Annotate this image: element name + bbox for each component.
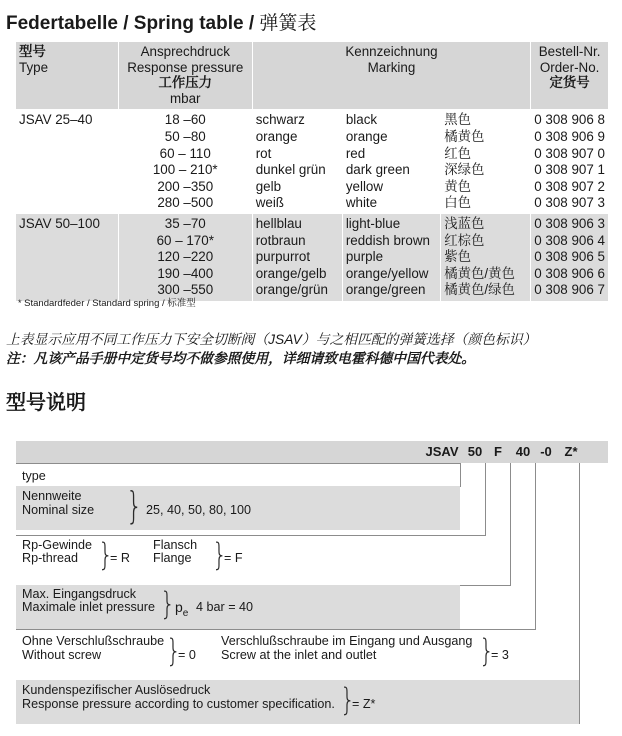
row-marking-en: yellow: [342, 178, 440, 195]
line-size-drop: [460, 463, 461, 487]
row-order-no: 0 308 907 0: [531, 145, 608, 162]
row-marking-en: dark green: [342, 161, 440, 178]
row-marking-de: schwarz: [252, 109, 342, 128]
row-pressure: 200 –350: [118, 178, 252, 195]
row-order-no: 0 308 907 1: [531, 161, 608, 178]
custom-pressure-code: = Z*: [352, 697, 376, 711]
code-segment-connection: F: [494, 444, 502, 459]
spring-table-title-cn: 弹簧表: [259, 13, 317, 34]
row-marking-en: light-blue: [342, 214, 440, 232]
line-screw-drop: [535, 463, 536, 629]
row-marking-en: purple: [342, 248, 440, 265]
brace-icon: }: [166, 632, 182, 669]
header-order: [531, 42, 608, 109]
rp-thread-en: Rp-thread: [22, 551, 79, 565]
row-marking-cn: 浅蓝色: [441, 214, 531, 232]
table-row: [16, 178, 608, 195]
row-order-no: 0 308 906 8: [531, 109, 608, 128]
code-segment-jsav: JSAV: [425, 444, 459, 459]
line-connection: [16, 535, 486, 536]
spring-table-title: [6, 8, 316, 35]
row-order-no: 0 308 906 9: [531, 128, 608, 145]
note-line-1: 上表显示应用不同工作压力下安全切断阀（JSAV）与之相匹配的弹簧选择（颜色标识）: [6, 332, 537, 347]
line-screw: [16, 629, 536, 630]
nominal-size-en: Nominal size: [22, 503, 95, 517]
row-marking-de: orange: [252, 128, 342, 145]
rp-thread-de: Rp-Gewinde: [22, 538, 92, 552]
row-marking-en: orange/yellow: [342, 265, 440, 282]
row-pressure: 35 –70: [118, 214, 252, 232]
code-segment-inlet-pressure: 40: [515, 444, 531, 459]
footnote-text-cn: 标准型: [167, 298, 196, 309]
with-screw-code: = 3: [491, 648, 509, 662]
custom-pressure-en: Response pressure according to customer specification.: [22, 697, 335, 711]
table-row: [16, 145, 608, 162]
row-pressure: 280 –500: [118, 194, 252, 214]
inlet-pressure-de: Max. Eingangsdruck: [22, 587, 137, 601]
inlet-pressure-symbol: [175, 600, 188, 621]
header-marking-en: Marking: [367, 59, 416, 75]
footnote-text: Standardfeder / Standard spring /: [21, 298, 165, 309]
footnote: [18, 295, 196, 309]
code-segment-custom: Z*: [564, 444, 578, 459]
pressure-symbol-subscript: e: [182, 607, 189, 619]
row-marking-de: rot: [252, 145, 342, 162]
row-marking-de: orange/grün: [252, 281, 342, 301]
row-marking-cn: 紫色: [441, 248, 531, 265]
note-line-2: 注：凡该产品手册中定货号均不做参照使用，详细请致电霍科德中国代表处。: [6, 351, 476, 366]
row-marking-cn: 红色: [441, 145, 531, 162]
row-marking-en: orange: [342, 128, 440, 145]
row-pressure: 60 – 170*: [118, 232, 252, 249]
header-pressure-de: Ansprechdruck: [140, 44, 230, 59]
row-marking-de: gelb: [252, 178, 342, 195]
header-order-de: Bestell-Nr.: [538, 44, 601, 59]
header-type: [16, 42, 118, 109]
nominal-size-de: Nennweite: [22, 489, 82, 503]
row-marking-de: dunkel grün: [252, 161, 342, 178]
row-order-no: 0 308 907 3: [531, 194, 608, 214]
row-marking-cn: 红棕色: [441, 232, 531, 249]
row-type: JSAV 50–100: [16, 214, 118, 232]
custom-pressure-de: Kundenspezifischer Auslösedruck: [22, 683, 211, 697]
row-order-no: 0 308 907 2: [531, 178, 608, 195]
row-order-no: 0 308 906 6: [531, 265, 608, 282]
row-marking-cn: 橘黄色: [441, 128, 531, 145]
spring-group-jsav-50-100: [16, 214, 608, 301]
spring-table-header-row: [16, 42, 608, 109]
table-row: [16, 248, 608, 265]
header-type-en: Type: [19, 59, 49, 75]
header-marking-de: Kennzeichnung: [345, 44, 438, 59]
line-inlet: [460, 585, 511, 586]
code-segment-size: 50: [467, 444, 483, 459]
rp-thread-code: = R: [110, 551, 130, 565]
row-marking-de: purpurrot: [252, 248, 342, 265]
row-marking-cn: 黄色: [441, 178, 531, 195]
pressure-symbol-p: p: [175, 599, 183, 615]
header-pressure: [118, 42, 252, 109]
row-pressure: 50 –80: [118, 128, 252, 145]
without-screw-de: Ohne Verschlußschraube: [22, 634, 165, 648]
header-marking: [252, 42, 531, 109]
spring-group-jsav-25-40: [16, 109, 608, 214]
flange-de: Flansch: [153, 538, 198, 552]
table-row: [16, 232, 608, 249]
row-pressure: 300 –550: [118, 281, 252, 301]
row-pressure: 18 –60: [118, 109, 252, 128]
header-pressure-cn: 工作压力: [158, 75, 213, 91]
row-marking-cn: 橘黄色/黄色: [441, 265, 531, 282]
row-marking-de: weiß: [252, 194, 342, 214]
row-marking-de: hellblau: [252, 214, 342, 232]
row-marking-cn: 白色: [441, 194, 531, 214]
row-order-no: 0 308 906 5: [531, 248, 608, 265]
nominal-size-values: 25, 40, 50, 80, 100: [146, 503, 252, 517]
brace-icon: }: [340, 681, 356, 718]
brace-icon: }: [479, 632, 495, 669]
table-row: [16, 214, 608, 232]
row-marking-en: orange/green: [342, 281, 440, 301]
type-label: type: [22, 469, 46, 483]
without-screw-code: = 0: [178, 648, 196, 662]
flange-en: Flange: [153, 551, 192, 565]
row-marking-en: white: [342, 194, 440, 214]
row-pressure: 120 –220: [118, 248, 252, 265]
row-order-no: 0 308 906 3: [531, 214, 608, 232]
row-marking-en: red: [342, 145, 440, 162]
brace-icon: }: [98, 536, 114, 573]
flange-code: = F: [224, 551, 243, 565]
inlet-pressure-value: 4 bar = 40: [196, 600, 254, 614]
header-pressure-unit: mbar: [169, 90, 201, 106]
row-order-no: 0 308 906 4: [531, 232, 608, 249]
row-pressure: 100 – 210*: [118, 161, 252, 178]
row-marking-en: reddish brown: [342, 232, 440, 249]
table-row: [16, 128, 608, 145]
line-connection-drop: [485, 463, 486, 535]
inlet-pressure-en: Maximale inlet pressure: [22, 600, 155, 614]
row-marking-de: orange/gelb: [252, 265, 342, 282]
line-type: [16, 463, 460, 464]
table-row: [16, 161, 608, 178]
header-order-en: Order-No.: [539, 59, 600, 75]
table-row: [16, 109, 608, 128]
row-marking-cn: 黑色: [441, 109, 531, 128]
header-type-cn: 型号: [19, 44, 46, 59]
header-pressure-en: Response pressure: [127, 59, 244, 75]
section-title: 型号说明: [6, 392, 86, 414]
brace-icon: }: [160, 585, 176, 622]
table-row: [16, 194, 608, 214]
row-type: JSAV 25–40: [16, 109, 118, 128]
type-code-bar: [16, 441, 608, 463]
row-marking-cn: 橘黄色/绿色: [441, 281, 531, 301]
row-marking-de: rotbraun: [252, 232, 342, 249]
spring-table-title-text: Federtabelle / Spring table /: [6, 13, 255, 34]
code-segment-screw: -0: [540, 444, 552, 459]
row-pressure: 190 –400: [118, 265, 252, 282]
line-custom-drop: [579, 463, 580, 724]
with-screw-de: Verschlußschraube im Eingang und Ausgang: [221, 634, 473, 648]
footnote-star: *: [18, 298, 22, 308]
header-order-cn: 定货号: [549, 75, 590, 91]
line-inlet-drop: [510, 463, 511, 585]
row-order-no: 0 308 906 7: [531, 281, 608, 301]
table-row: [16, 265, 608, 282]
row-marking-en: black: [342, 109, 440, 128]
row-marking-cn: 深绿色: [441, 161, 531, 178]
with-screw-en: Screw at the inlet and outlet: [221, 648, 377, 662]
row-pressure: 60 – 110: [118, 145, 252, 162]
brace-icon: }: [212, 536, 228, 573]
without-screw-en: Without screw: [22, 648, 102, 662]
spring-table: [16, 42, 608, 301]
brace-icon: }: [126, 485, 143, 529]
